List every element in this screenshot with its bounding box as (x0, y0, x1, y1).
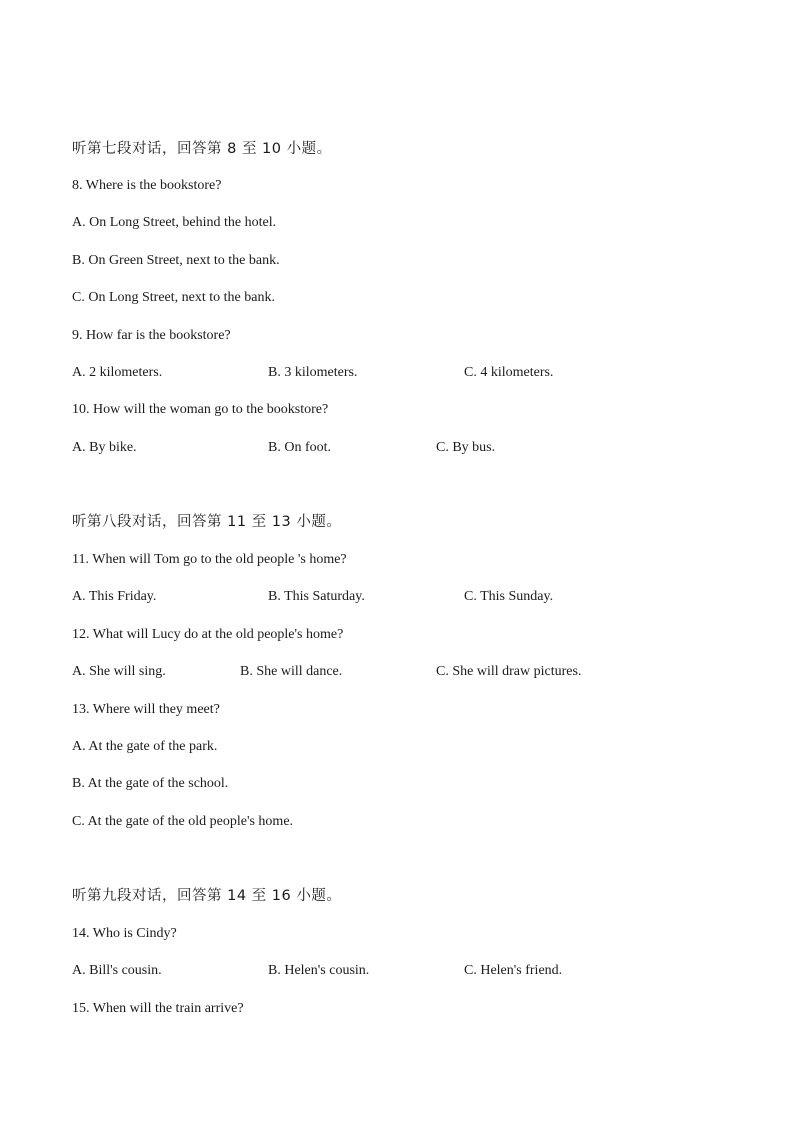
question-13-option-b: B. At the gate of the school. (72, 776, 229, 791)
section-heading-8: 听第八段对话，回答第 11 至 13 小题。 (72, 514, 342, 530)
question-15: 15. When will the train arrive? (72, 1001, 244, 1016)
question-12-option-a: A. She will sing. (72, 664, 166, 679)
question-14-option-c: C. Helen's friend. (464, 963, 563, 978)
section-heading-7: 听第七段对话，回答第 8 至 10 小题。 (72, 141, 332, 157)
question-8: 8. Where is the bookstore? (72, 178, 222, 193)
question-9-option-c: C. 4 kilometers. (464, 365, 554, 380)
question-11-option-a: A. This Friday. (72, 589, 157, 604)
question-9-option-b: B. 3 kilometers. (268, 365, 358, 380)
question-10-option-b: B. On foot. (268, 440, 331, 455)
question-13-option-c: C. At the gate of the old people's home. (72, 814, 294, 829)
question-11-option-c: C. This Sunday. (464, 589, 554, 604)
question-14: 14. Who is Cindy? (72, 926, 177, 941)
section-heading-9: 听第九段对话，回答第 14 至 16 小题。 (72, 888, 342, 904)
question-8-option-c: C. On Long Street, next to the bank. (72, 290, 275, 305)
question-10: 10. How will the woman go to the bookstore? (72, 402, 329, 417)
question-10-option-c: C. By bus. (436, 440, 496, 455)
question-12-option-c: C. She will draw pictures. (436, 664, 582, 679)
question-11-option-b: B. This Saturday. (268, 589, 365, 604)
question-11: 11. When will Tom go to the old people 's home? (72, 552, 347, 567)
question-9-option-a: A. 2 kilometers. (72, 365, 163, 380)
question-8-option-b: B. On Green Street, next to the bank. (72, 253, 280, 268)
question-13: 13. Where will they meet? (72, 702, 220, 717)
question-10-option-a: A. By bike. (72, 440, 137, 455)
question-8-option-a: A. On Long Street, behind the hotel. (72, 215, 277, 230)
question-14-option-b: B. Helen's cousin. (268, 963, 370, 978)
question-14-option-a: A. Bill's cousin. (72, 963, 162, 978)
question-9: 9. How far is the bookstore? (72, 328, 231, 343)
question-12-option-b: B. She will dance. (240, 664, 343, 679)
question-13-option-a: A. At the gate of the park. (72, 739, 218, 754)
question-12: 12. What will Lucy do at the old people's home? (72, 627, 344, 642)
